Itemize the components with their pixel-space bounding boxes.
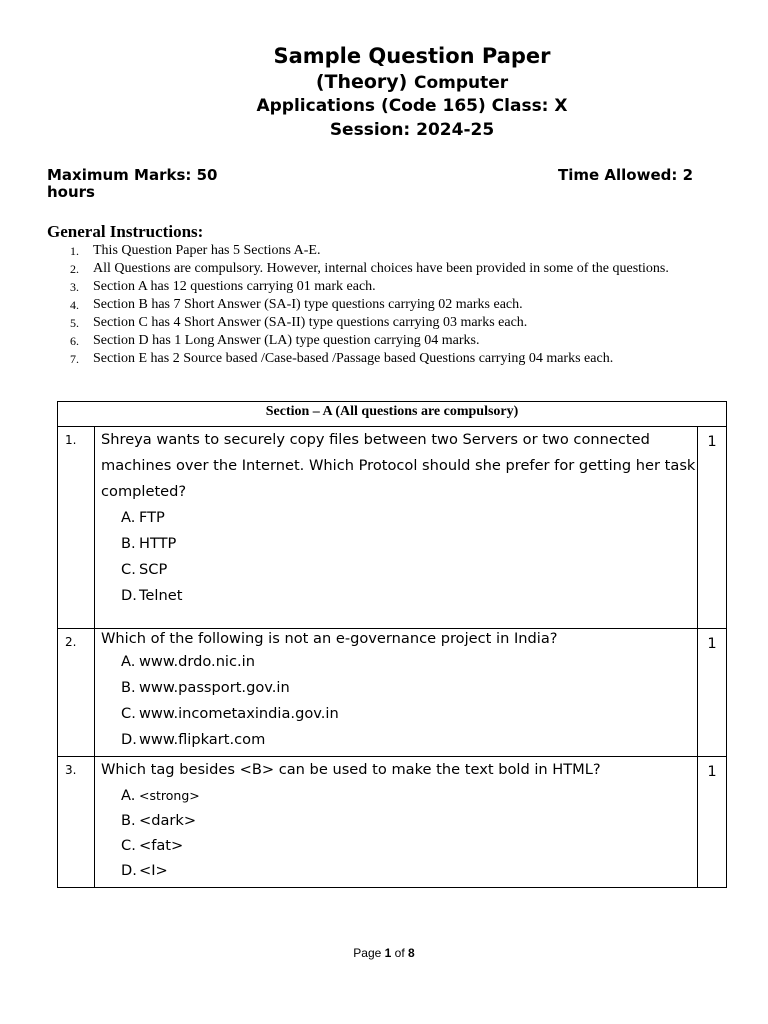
option-item [101,858,697,883]
question-marks: 1 [698,427,727,629]
option-label: A. [121,509,136,526]
time-allowed-hours: hours [47,183,95,201]
question-number: 2. [58,629,95,757]
question-row [58,757,727,888]
instruction-text: Section C has 4 Short Answer (SA-II) type questions carrying 03 marks each. [93,315,528,330]
maximum-marks: Maximum Marks: 50 [47,166,218,184]
option-label: D. [121,587,137,604]
page-total: 8 [408,946,415,960]
question-number: 1. [58,427,95,629]
instruction-text: Section A has 12 questions carrying 01 mark each. [93,279,376,294]
paper-subject-line: Applications (Code 165) Class: X [256,96,568,116]
instruction-number: 6. [70,334,79,348]
option-item [101,649,697,675]
option-text: SCP [139,561,168,578]
subtitle-theory: (Theory) [315,71,408,93]
question-text: Which of the following is not an e-governance project in India? [101,630,558,647]
option-text: <I> [139,862,168,879]
instruction-text: Section D has 1 Long Answer (LA) type question carrying 04 marks. [93,333,480,348]
question-marks: 1 [698,629,727,757]
option-text: <fat> [139,837,184,854]
option-text: www.passport.gov.in [139,679,290,696]
option-item [101,808,697,833]
question-number: 3. [58,757,95,888]
instruction-number: 1. [70,244,79,258]
option-label: A. [121,787,136,804]
option-label: B. [121,679,136,696]
instruction-text: This Question Paper has 5 Sections A-E. [93,243,321,258]
of-word: of [394,946,405,960]
option-label: B. [121,535,136,552]
option-text: HTTP [139,535,177,552]
question-row [58,427,727,629]
option-label: B. [121,812,136,829]
instruction-number: 2. [70,262,79,276]
option-label: C. [121,705,136,722]
option-text: Telnet [139,587,183,604]
option-item [101,727,697,753]
section-a-header-row [58,402,727,427]
question-body [95,629,698,757]
option-label: A. [121,653,136,670]
question-text: Which tag besides <B> can be used to make the text bold in HTML? [101,761,601,778]
paper-title: Sample Question Paper [273,44,551,68]
paper-subtitle [28,71,768,93]
question-row [58,629,727,757]
question-body [95,427,698,629]
page-footer [0,946,768,960]
page-current: 1 [384,946,392,960]
option-text: www.flipkart.com [139,731,266,748]
section-a-table [57,401,727,888]
question-body [95,757,698,888]
question-text: Shreya wants to securely copy files between two Servers or two connected machines over the Internet. Which Protocol should she prefer for getting her task completed? [101,431,696,500]
time-allowed: Time Allowed: 2 [558,166,694,184]
option-text: <dark> [139,812,197,829]
instruction-text: Section B has 7 Short Answer (SA-I) type questions carrying 02 marks each. [93,297,523,312]
option-text: FTP [139,509,165,526]
option-item [101,833,697,858]
general-instructions-heading: General Instructions: [47,222,204,241]
page-word: Page [353,946,382,960]
option-item [101,505,697,531]
option-label: D. [121,731,137,748]
subtitle-computer: Computer [414,73,509,93]
option-text: www.incometaxindia.gov.in [139,705,339,722]
option-label: D. [121,862,137,879]
question-marks: 1 [698,757,727,888]
option-text: www.drdo.nic.in [139,653,255,670]
option-label: C. [121,561,136,578]
instruction-text: Section E has 2 Source based /Case-based /Passage based Questions carrying 04 marks each. [93,351,614,366]
instruction-number: 3. [70,280,79,294]
option-item [101,531,697,557]
section-a-heading: Section – A (All questions are compulsory) [58,402,727,427]
option-text: <strong> [139,788,200,803]
paper-session: Session: 2024-25 [329,120,495,140]
instruction-number: 7. [70,352,79,366]
instruction-number: 4. [70,298,79,312]
option-item [101,701,697,727]
option-item [101,557,697,583]
option-item [101,675,697,701]
option-item [101,783,697,808]
option-item [101,583,697,604]
option-label: C. [121,837,136,854]
instruction-text: All Questions are compulsory. However, internal choices have been provided in some of the questions. [93,261,669,276]
instruction-number: 5. [70,316,79,330]
